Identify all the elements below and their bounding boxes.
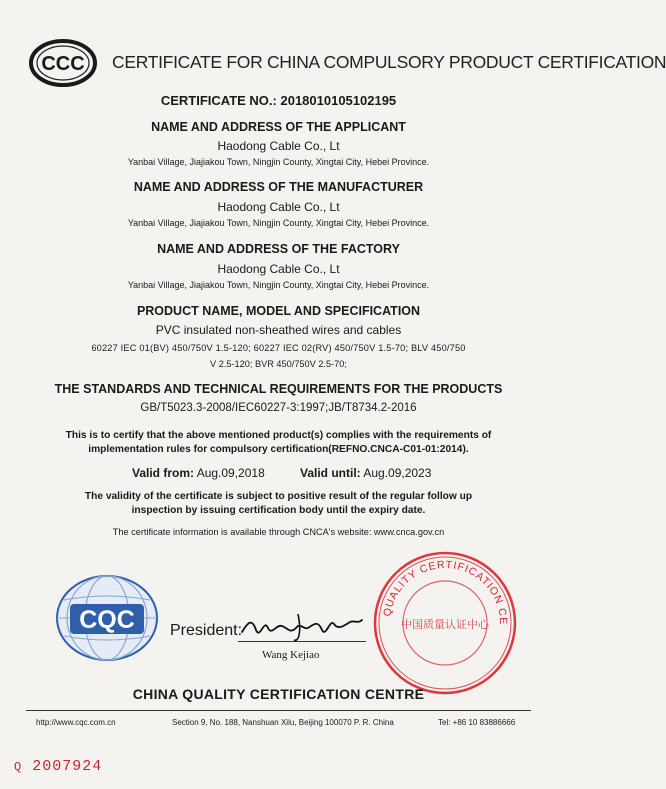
- standards-heading: THE STANDARDS AND TECHNICAL REQUIREMENTS FOR THE PRODUCTS: [54, 382, 503, 396]
- manufacturer-name: Haodong Cable Co., Lt: [217, 200, 340, 214]
- seal-inner-text: 中国质量认证中心: [401, 618, 489, 631]
- certification-seal: [370, 548, 520, 698]
- certificate-number: 2018010105102195: [280, 93, 397, 108]
- statement-line2: implementation rules for compulsory certification(REFNO.CNCA-C01-01:2014).: [88, 444, 469, 455]
- serial-number: [14, 758, 102, 775]
- valid-until-label: Valid until:: [300, 466, 361, 480]
- footer-tel: Tel: +86 10 83886666: [438, 718, 516, 727]
- validity-note-line1: The validity of the certificate is subject to positive result of the regular follow up: [84, 491, 473, 502]
- applicant-heading: NAME AND ADDRESS OF THE APPLICANT: [151, 120, 406, 134]
- factory-name: Haodong Cable Co., Lt: [217, 262, 340, 276]
- footer-rule: [26, 710, 531, 711]
- info-line: The certificate information is available through CNCA's website: www.cnca.gov.cn: [112, 527, 445, 537]
- product-heading: PRODUCT NAME, MODEL AND SPECIFICATION: [136, 304, 421, 318]
- certificate-title: CERTIFICATE FOR CHINA COMPULSORY PRODUCT CERTIFICATION: [112, 52, 666, 72]
- serial-prefix: Q: [14, 760, 23, 774]
- footer-org: CHINA QUALITY CERTIFICATION CENTRE: [132, 686, 425, 702]
- factory-heading: NAME AND ADDRESS OF THE FACTORY: [157, 242, 400, 256]
- cqc-logo: [52, 572, 162, 664]
- cqc-logo-text: CQC: [79, 606, 135, 634]
- ccc-logo: [28, 38, 98, 88]
- valid-from-label: Valid from:: [132, 466, 195, 480]
- product-name: PVC insulated non-sheathed wires and cables: [155, 323, 402, 337]
- serial-value: 2007924: [32, 758, 103, 775]
- product-spec-line1: 60227 IEC 01(BV) 450/750V 1.5-120; 60227 IEC 02(RV) 450/750V 1.5-70; BLV 450/750: [91, 343, 466, 353]
- svg-text:CHINA QUALITY CERTIFICATION CE: [370, 548, 509, 626]
- seal-outer-text: QUALITY CERTIFICATION CE: [381, 558, 510, 626]
- footer-url: http://www.cqc.com.cn: [36, 718, 116, 727]
- factory-address: Yanbai Village, Jiajiakou Town, Ningjin County, Xingtai City, Hebei Province.: [127, 280, 430, 290]
- ccc-logo-text: CCC: [41, 53, 85, 75]
- applicant-name: Haodong Cable Co., Lt: [217, 139, 340, 153]
- certificate-number-row: [0, 93, 557, 108]
- valid-from: [132, 466, 265, 480]
- footer-address: Section 9, No. 188, Nanshuan Xilu, Beijing 100070 P. R. China: [172, 718, 394, 727]
- signature-graphic: [238, 604, 368, 644]
- certificate-number-label: CERTIFICATE NO.:: [160, 93, 277, 108]
- valid-until-value: Aug.09,2023: [363, 466, 432, 480]
- manufacturer-address: Yanbai Village, Jiajiakou Town, Ningjin County, Xingtai City, Hebei Province.: [127, 218, 430, 228]
- statement-line1: This is to certify that the above mentioned product(s) complies with the requirements of: [65, 430, 492, 441]
- valid-from-value: Aug.09,2018: [196, 466, 265, 480]
- president-name: Wang Kejiao: [262, 649, 320, 661]
- validity-note-line2: inspection by issuing certification body until the expiry date.: [131, 505, 426, 516]
- president-label: President:: [170, 622, 243, 639]
- valid-until: [300, 466, 431, 480]
- manufacturer-heading: NAME AND ADDRESS OF THE MANUFACTURER: [133, 180, 424, 194]
- product-spec-line2: V 2.5-120; BVR 450/750V 2.5-70;: [210, 359, 347, 369]
- applicant-address: Yanbai Village, Jiajiakou Town, Ningjin County, Xingtai City, Hebei Province.: [127, 157, 430, 167]
- standards-value: GB/T5023.3-2008/IEC60227-3:1997;JB/T8734.2-2016: [140, 402, 417, 414]
- signature-line: [238, 641, 366, 642]
